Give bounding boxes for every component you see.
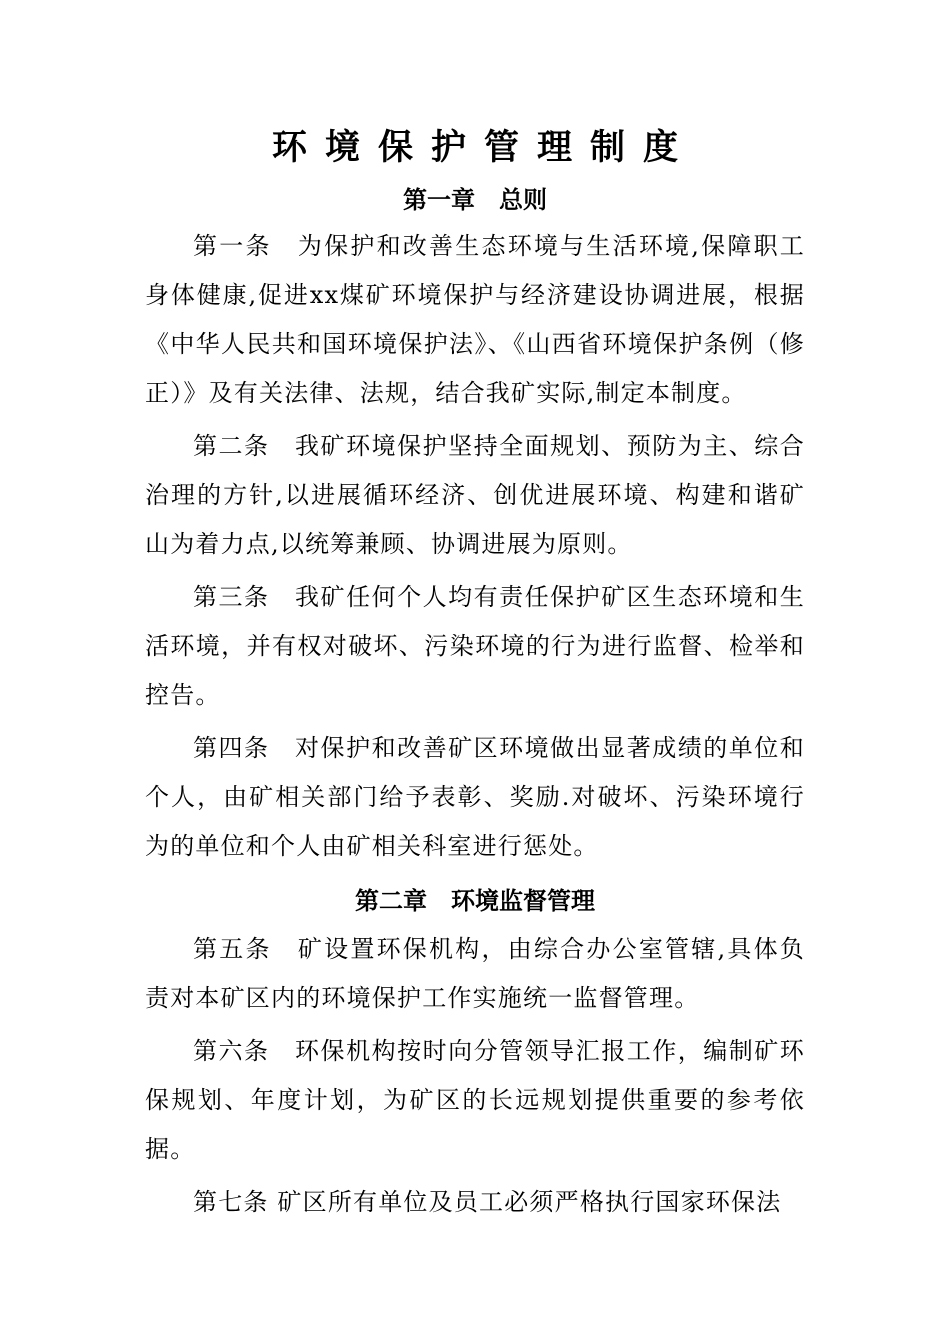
article-2: 第二条 我矿环境保护坚持全面规划、预防为主、综合治理的方针,以进展循环经济、创优进展环境、构建和谐矿山为着力点,以统筹兼顾、协调进展为原则。: [145, 432, 805, 558]
article-6: 第六条 环保机构按时向分管领导汇报工作，编制矿环保规划、年度计划，为矿区的长远规划提供重要的参考依据。: [145, 1037, 805, 1163]
article-1: 第一条 为保护和改善生态环境与生活环境,保障职工身体健康,促进xx煤矿环境保护与经济建设协调进展，根据《中华人民共和国环境保护法》、《山西省环境保护条例（修正）》及有关法律、法规，结合我矿实际,制定本制度。: [145, 232, 805, 407]
article-5: 第五条 矿设置环保机构，由综合办公室管辖,具体负责对本矿区内的环境保护工作实施统一监督管理。: [145, 935, 805, 1012]
document-page: [145, 120, 805, 1231]
article-4: 第四条 对保护和改善矿区环境做出显著成绩的单位和个人，由矿相关部门给予表彰、奖励.对破坏、污染环境行为的单位和个人由矿相关科室进行惩处。: [145, 734, 805, 860]
chapter-heading-1: 第一章 总则: [403, 186, 547, 214]
article-3: 第三条 我矿任何个人均有责任保护矿区生态环境和生活环境，并有权对破坏、污染环境的行为进行监督、检举和控告。: [145, 583, 805, 709]
document-title: 环境保护管理制度: [271, 128, 696, 168]
chapter-heading-2: 第二章 环境监督管理: [355, 887, 595, 915]
article-7: 第七条 矿区所有单位及员工必须严格执行国家环保法: [193, 1188, 782, 1216]
